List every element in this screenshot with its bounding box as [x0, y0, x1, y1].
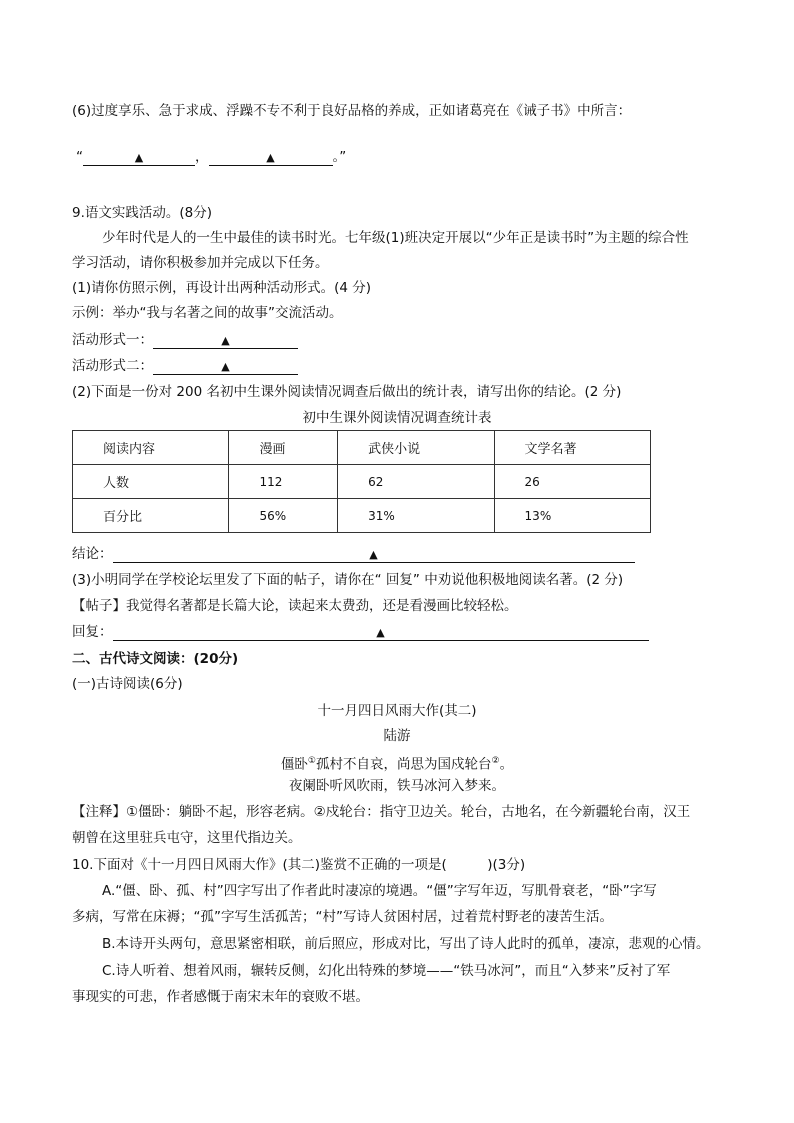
q9-intro-line2: 学习活动，请你积极参加并完成以下任务。 — [72, 255, 329, 271]
poem-title: 十一月四日风雨大作(其二) — [317, 703, 477, 719]
table-cell: 112 — [229, 465, 338, 499]
reply-blank[interactable] — [113, 625, 649, 641]
table-row — [73, 499, 651, 533]
part2-sub-heading: (一)古诗阅读(6分) — [72, 676, 183, 692]
blank-triangle-icon: ▲ — [376, 626, 385, 639]
q8-item6: (6)过度享乐、急于求成、浮躁不专不利于良好品格的养成，正如诸葛亮在《诫子书》中所言： — [72, 103, 632, 119]
q9-post: 【帖子】我觉得名著都是长篇大论，读起来太费劲，还是看漫画比较轻松。 — [72, 598, 518, 614]
blank-triangle-icon: ▲ — [369, 548, 378, 561]
q10-option-c-line1: C.诗人听着、想着风雨，辗转反侧，幻化出特殊的梦境——“铁马冰河”，而且“入梦来”反衬了军 — [102, 963, 671, 979]
q9-form2-row — [72, 357, 298, 375]
poem-line1 — [72, 752, 722, 774]
blank-triangle-icon: ▲ — [266, 151, 275, 164]
q10-option-a-line1: A.“僵、卧、孤、村”四字写出了作者此时凄凉的境遇。“僵”字写年迈，写肌骨衰老，“卧”字写 — [102, 883, 657, 899]
table-header-cell: 漫画 — [229, 431, 338, 465]
table-header-cell: 文学名著 — [494, 431, 650, 465]
table-cell: 13% — [494, 499, 650, 533]
table-cell: 62 — [338, 465, 494, 499]
conclusion-label: 结论： — [72, 546, 113, 562]
poem-text: 孤村不自哀，尚思为国戍轮台 — [316, 756, 492, 773]
table-header-row — [73, 431, 651, 465]
answer-blank-2[interactable] — [209, 150, 333, 166]
reply-row — [72, 623, 649, 641]
form2-blank[interactable] — [153, 359, 298, 375]
form2-label: 活动形式二： — [72, 358, 153, 374]
poem-author: 陆游 — [383, 728, 411, 744]
reply-label: 回复： — [72, 624, 113, 640]
footnote-mark: ① — [307, 756, 316, 766]
table-cell: 56% — [229, 499, 338, 533]
quote-open: “ — [76, 149, 83, 165]
table-header-cell: 武侠小说 — [338, 431, 494, 465]
table-cell: 26 — [494, 465, 650, 499]
q8-answer-line — [76, 148, 346, 166]
survey-table — [72, 430, 651, 533]
q10-option-b: B.本诗开头两句，意思紧密相联，前后照应，形成对比，写出了诗人此时的孤单，凄凉，悲观的心情。 — [102, 936, 710, 952]
notes-line2: 朝曾在这里驻兵屯守，这里代指边关。 — [72, 830, 302, 846]
q9-intro-line1: 少年时代是人的一生中最佳的读书时光。七年级(1)班决定开展以“少年正是读书时”为主题的综合性 — [102, 230, 689, 246]
q9-example: 示例：举办“我与名著之间的故事”交流活动。 — [72, 305, 343, 321]
table-cell: 31% — [338, 499, 494, 533]
blank-triangle-icon: ▲ — [134, 151, 144, 164]
form1-label: 活动形式一： — [72, 332, 153, 348]
table-header-cell: 阅读内容 — [73, 431, 229, 465]
table-cell: 人数 — [73, 465, 229, 499]
comma: ， — [195, 149, 209, 165]
table-row — [73, 465, 651, 499]
q9-sub2: (2)下面是一份对 200 名初中生课外阅读情况调查后做出的统计表，请写出你的结论。(2 分) — [72, 384, 622, 400]
poem-text: 僵卧 — [280, 756, 308, 773]
form1-blank[interactable] — [153, 333, 298, 349]
table-title: 初中生课外阅读情况调查统计表 — [302, 410, 492, 426]
poem-text: 。 — [499, 756, 514, 773]
q10-option-a-line2: 多病，写常在床褥；“孤”字写生活孤苦；“村”写诗人贫困村居，过着荒村野老的凄苦生活。 — [72, 909, 613, 925]
blank-triangle-icon: ▲ — [221, 360, 230, 373]
blank-triangle-icon: ▲ — [221, 334, 230, 347]
poem-line2: 夜阑卧听风吹雨，铁马冰河入梦来。 — [289, 778, 505, 794]
answer-blank-1[interactable] — [83, 150, 195, 166]
conclusion-row — [72, 545, 635, 563]
table-cell: 百分比 — [73, 499, 229, 533]
part2-heading: 二、古代诗文阅读：(20分) — [72, 651, 239, 667]
q9-form1-row — [72, 331, 298, 349]
quote-close: 。” — [332, 149, 347, 165]
conclusion-blank[interactable] — [113, 547, 635, 563]
q9-heading: 9.语文实践活动。(8分) — [72, 205, 213, 221]
q10-option-c-line2: 事现实的可悲，作者感慨于南宋末年的衰败不堪。 — [72, 989, 369, 1005]
notes-line1: 【注释】①僵卧：躺卧不起，形容老病。②戍轮台：指守卫边关。轮台，古地名，在今新疆轮台南，汉王 — [72, 804, 691, 820]
q9-sub1: (1)请你仿照示例，再设计出两种活动形式。(4 分) — [72, 280, 372, 296]
q10-stem: 10.下面对《十一月四日风雨大作》(其二)鉴赏不正确的一项是( )(3分) — [72, 857, 526, 873]
footnote-mark: ② — [491, 756, 500, 766]
q9-sub3: (3)小明同学在学校论坛里发了下面的帖子，请你在“ 回复” 中劝说他积极地阅读名著。(2 分) — [72, 572, 624, 588]
